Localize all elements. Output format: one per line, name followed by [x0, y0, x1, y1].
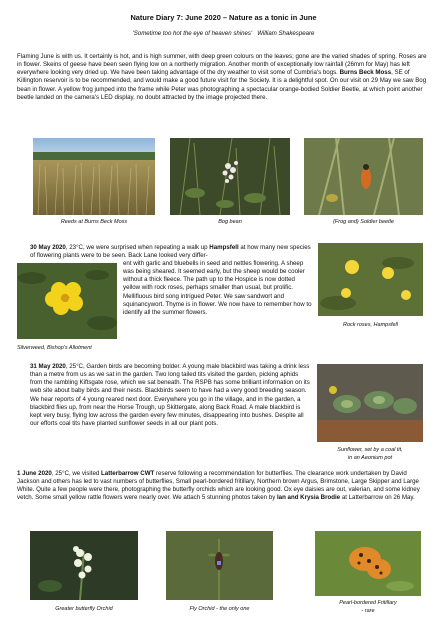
may30-body: ent with garlic and bluebells in seed and nettles flowering. A sheep was being sheared. It seemed early, but the sheep would be cooler without a thick fleece. The path up to the Hospice is now dotted yellow with rock roses, perhaps smaller than usual, but prolific. Mellifluous bird song intrigued Peter. We saw sandwort and squinancywort. Thyme is in flower. We now have to remember how to identify all the summer flowers.	[123, 260, 312, 316]
photo-silverweed	[17, 263, 117, 339]
photo-fritillary	[315, 531, 421, 596]
caption-sunflower-2: in an Aeonium pot	[347, 455, 393, 461]
page-title: Nature Diary 7: June 2020 – Nature as a tonic in June	[130, 13, 317, 22]
caption-soldier-beetle: (Frog and) Soldier beetle	[333, 219, 394, 225]
may30-date: 30 May 2020	[30, 244, 66, 251]
june1-credit: Ian and Krysia Brodie	[276, 494, 341, 502]
caption-fritillary-rare: - rare	[361, 608, 375, 614]
june1-paragraph	[17, 470, 429, 503]
intro-place: Burns Beck Moss	[339, 69, 392, 77]
photo-butterfly-orchid	[30, 531, 138, 600]
june1-date: 1 June 2020	[17, 470, 52, 477]
caption-sunflower-1: Sunflower, set by a coal tit,	[337, 447, 403, 453]
photo-soldier-beetle	[304, 138, 423, 215]
intro-text: Flaming June is with us. It certainly is hot, and is high summer, with deep green colours on the leaves; gone are the varied shades of spring. Roses are in flower. Skeins of geese have been seen flying low on a northerly migration. Another month of exceptionally low rainfall (26mm for May) has left everywhere looking very dried up. We have been taking advantage of the dry weather to visit some of Cumbria's bogs.	[17, 53, 427, 77]
quote-text: 'Sometime too hot the eye of heaven shines'	[132, 30, 253, 37]
intro-text-2: , SE of Killington reservoir is to be recommended, and would make a good future visit for the Society. It is a delightful spot. On our visit on 29 May we saw Bog bean in flower. A yellow frog jumped into the frame while Peter was photographing a spectacular orange-bodied Soldier Beetle, at which point another beetle landed on the camera's LED display, no doubt attracted by the image projected there.	[17, 69, 427, 101]
photo-rock-roses	[318, 243, 423, 316]
photo-reeds	[33, 138, 155, 215]
may30-continuation: at how many new species of flowering plants were to be seen. Back Lane looked very differ-	[30, 244, 311, 260]
may31-date: 31 May 2020	[30, 363, 66, 370]
caption-bog-bean: Bog bean	[218, 219, 242, 225]
may31-paragraph	[30, 363, 312, 428]
photo-sunflower	[317, 364, 423, 442]
caption-fritillary: Pearl-bordered Fritillary	[339, 600, 397, 606]
june1-text-3: at Latterbarrow on 26 May.	[340, 494, 415, 502]
caption-butterfly-orchid: Greater butterfly Orchid	[55, 606, 113, 612]
may30-paragraph-body	[123, 260, 313, 317]
quote-author: William Shakespeare	[257, 30, 315, 37]
may30-place: Hampsfell	[209, 244, 239, 251]
may30-paragraph-top	[30, 244, 312, 260]
june1-place: Latterbarrow CWT	[101, 470, 155, 477]
june1-text: , 25°C, we visited	[51, 470, 102, 477]
quote	[0, 30, 447, 37]
june1-text-2: reserve following a recommendation for butterflies. The clearance work undertaken by David Jackson and others has led to vast numbers of butterflies, Small pearl-bordered fritillary, Northern brown Argus, Brimstone, Large Skipper and Large White. Quite a few people were there, photographing the butterfly orchids which are looking good. Ox eye daisies are out, valerian, and some kidney vetch. Some small yellow rattle flowers were nearly over. We attach 5 stunning photos taken by	[17, 470, 420, 502]
caption-reeds: Reeds at Burns Beck Moss	[60, 219, 128, 225]
photo-bog-bean	[170, 138, 290, 215]
photo-fly-orchid	[166, 531, 273, 600]
caption-rock-roses: Rock roses, Hampsfell	[342, 322, 399, 328]
may30-text: , 23°C, we were surprised when repeating a walk up	[65, 244, 210, 251]
caption-silverweed: Silverweed, Bishop's Allotment	[17, 345, 92, 351]
may31-text: , 25°C, Garden birds are becoming bolder. A young male blackbird was taking a drink less than a metre from us as we sat in the garden. Two long tailed tits visited the garden, picking aphids from the rambling Kiftsgate rose, which we sat beneath. The RSPB has some brilliant information on its web site about baby birds and their nests. Blackbirds seem to have had a very good breeding season. We hear reports of 4 young reared next door. Everywhere you go in the village, and in the garden, a blackbird flies up, from near the Horse Trough, up Skittergate, along Back Road. A male blackbird is kept very busy, flying low across the garden every few minutes, disappearing into bushes. Despite all our efforts coal tits have planted sunflower seeds in all our plant pots.	[30, 363, 310, 428]
intro-paragraph	[17, 53, 429, 102]
caption-fly-orchid: Fly Orchid - the only one	[189, 606, 250, 612]
